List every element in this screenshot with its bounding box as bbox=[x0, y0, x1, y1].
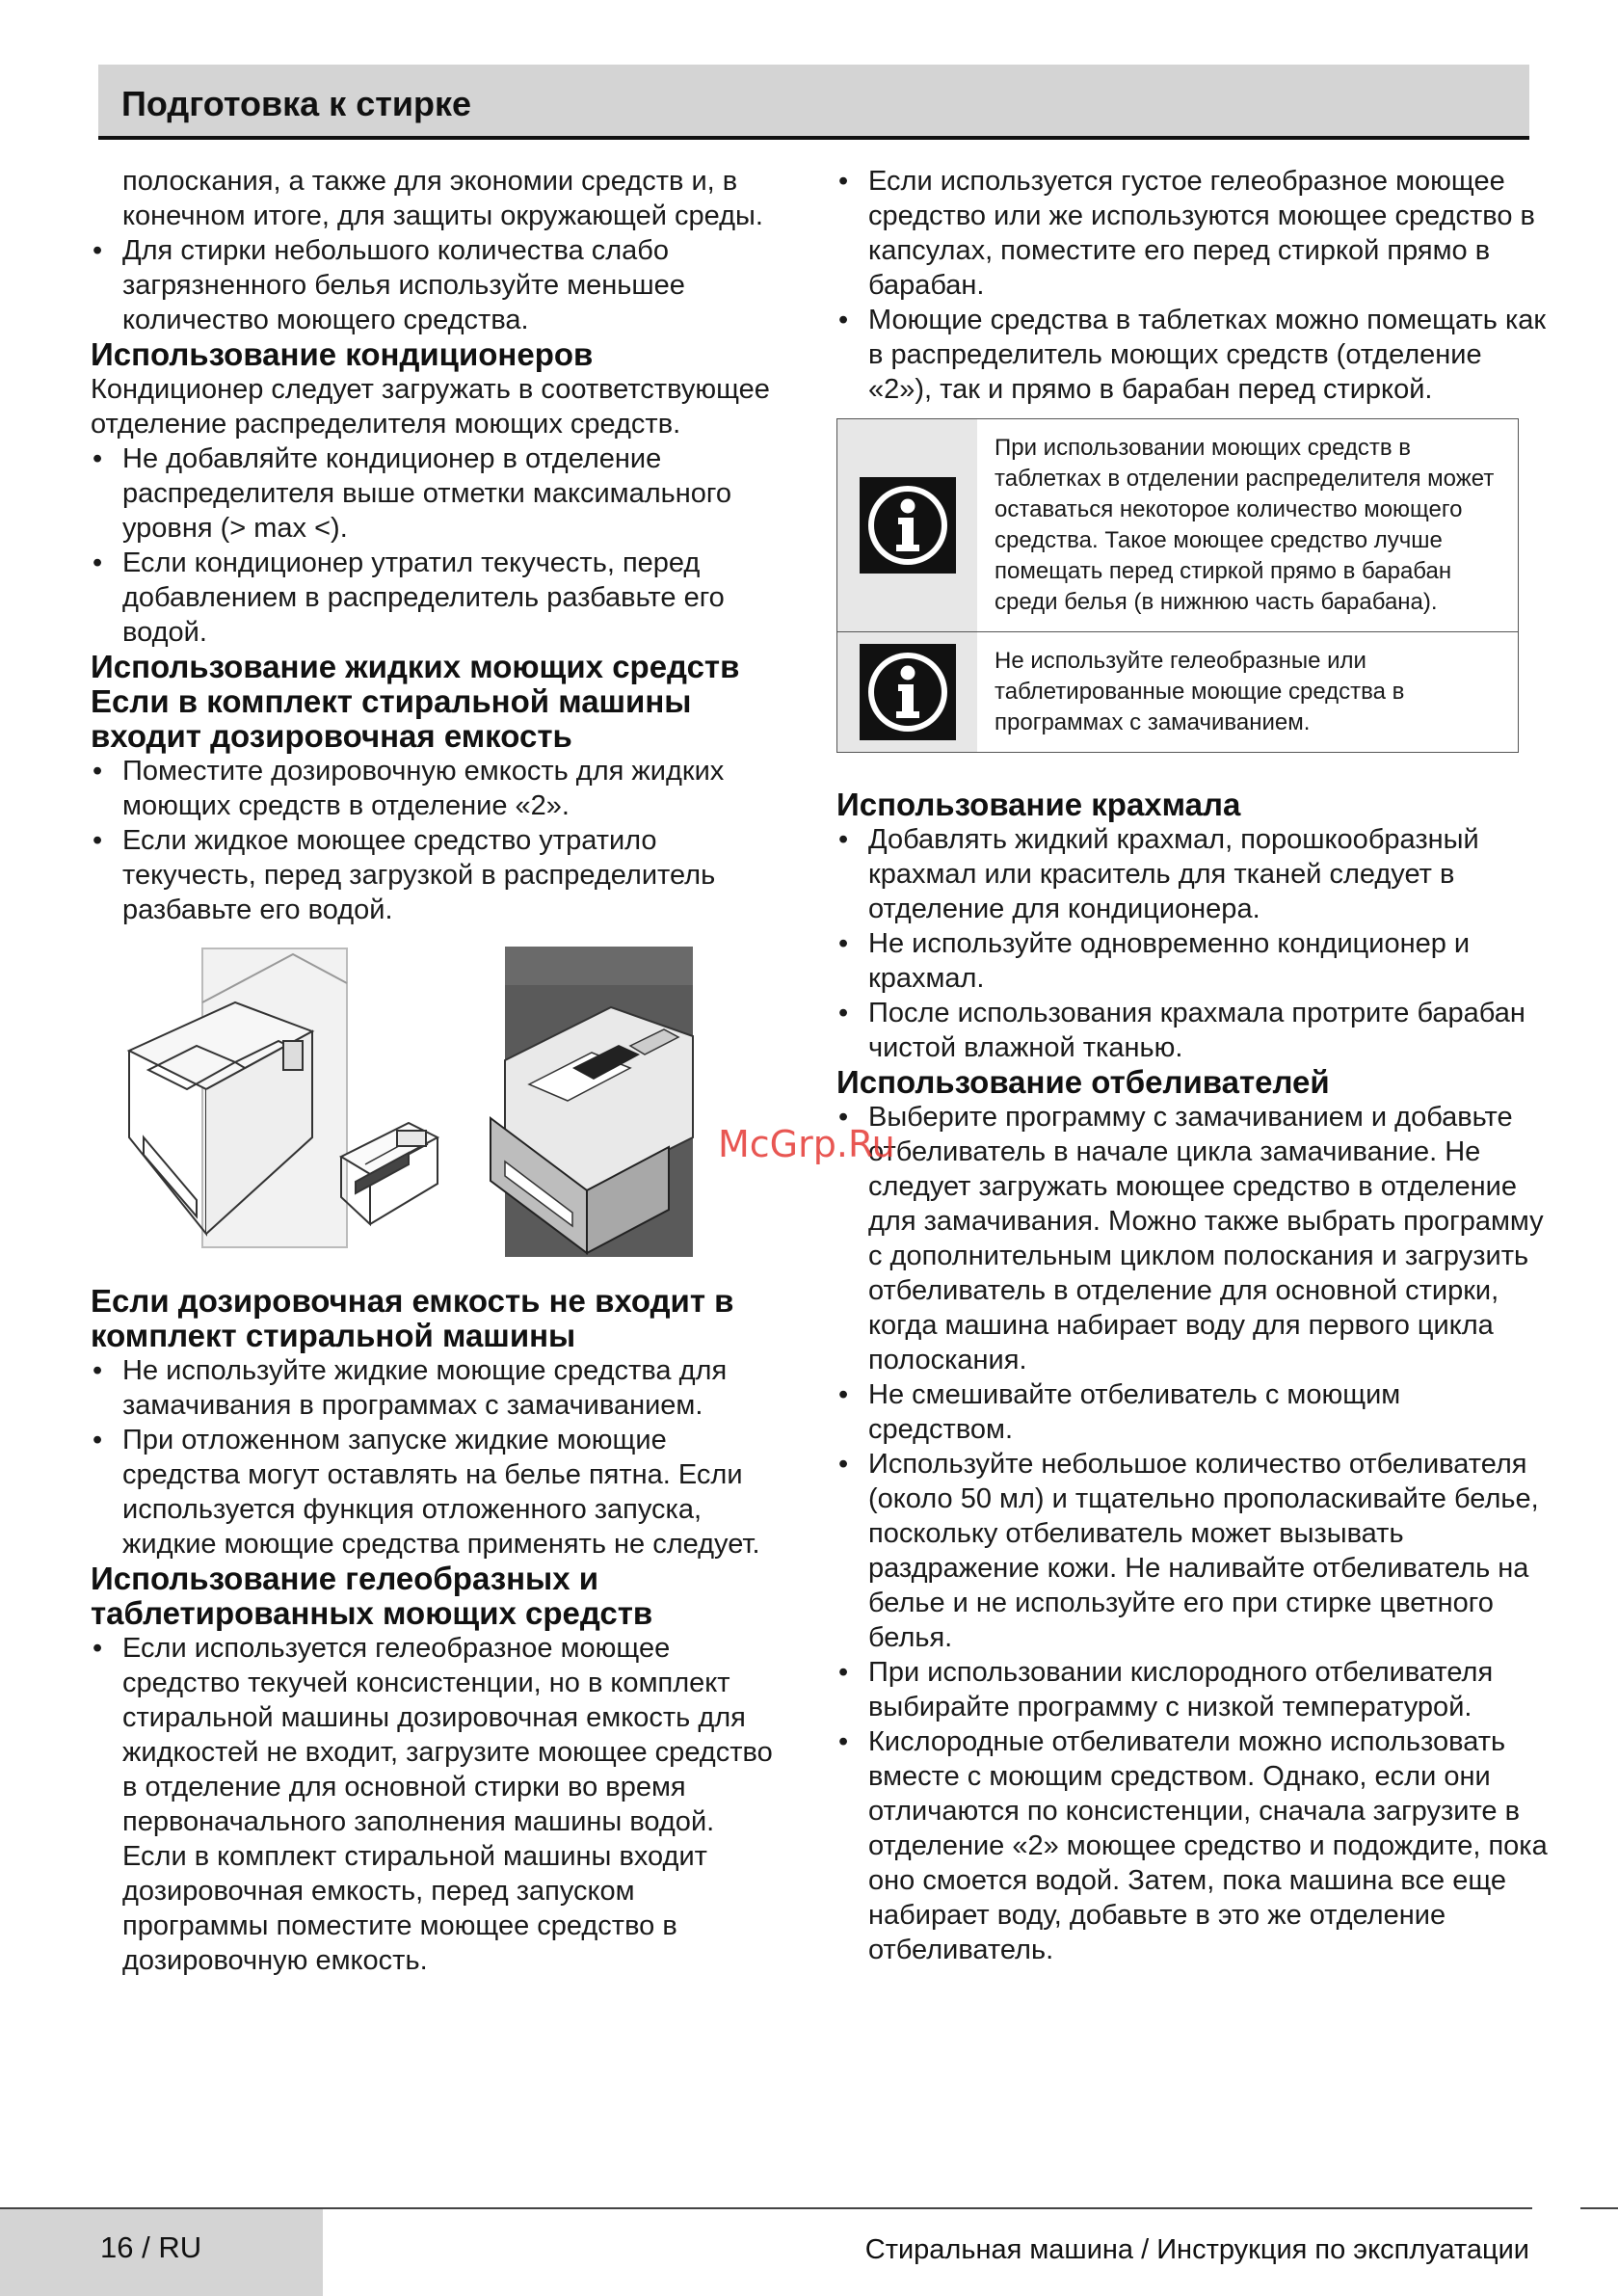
section-header bbox=[98, 65, 1529, 140]
footer-divider-tick bbox=[1580, 2207, 1618, 2209]
info-icon-cell bbox=[837, 632, 977, 752]
starch-list bbox=[836, 822, 1550, 1065]
list-item: • Кислородные отбеливатели можно использовать вместе с моющим средством. Однако, если они отличаются по консистенции, сначала загрузите в отделение «2» моющее средство и подождите, пока оно смоется водой. Затем, пока машина все еще набирает воду, добавьте в это же отделение отбеливатель. bbox=[836, 1724, 1550, 1967]
gel-heading: Использование гелеобразных и таблетированных моющих средств bbox=[91, 1561, 653, 1631]
info-note bbox=[837, 631, 1518, 752]
watermark: McGrp.Ru bbox=[718, 1123, 895, 1165]
page-number: 16 / RU bbox=[100, 2230, 202, 2264]
dispenser-drawer-image bbox=[91, 945, 756, 1263]
footer-title: Стиральная машина / Инструкция по эксплуатации bbox=[864, 2234, 1529, 2265]
list-item: • Не используйте одновременно кондиционер и крахмал. bbox=[836, 926, 1550, 996]
list-item: • Если кондиционер утратил текучесть, перед добавлением в распределитель разбавьте его водой. bbox=[91, 546, 784, 650]
liquid-heading: Использование жидких моющих средств bbox=[91, 649, 740, 684]
info-text: При использовании моющих средств в таблетках в отделении распределителя может оставаться некоторое количество моющего средства. Такое моющее средство лучше помещать перед стиркой прямо в барабан среди белья (в нижнюю часть барабана). bbox=[995, 435, 1495, 615]
liquid-list bbox=[91, 754, 784, 927]
list-item: • Для стирки небольшого количества слабо загрязненного белья используйте меньшее количество моющего средства. bbox=[91, 233, 784, 337]
left-column bbox=[91, 164, 784, 1978]
list-item: • Не смешивайте отбеливатель с моющим средством. bbox=[836, 1377, 1550, 1447]
list-item: • Не используйте жидкие моющие средства для замачивания в программах с замачиванием. bbox=[91, 1353, 784, 1423]
bleach-list bbox=[836, 1100, 1550, 1967]
info-icon bbox=[860, 477, 956, 574]
list-item: • После использования крахмала протрите барабан чистой влажной тканью. bbox=[836, 996, 1550, 1065]
list-item: • Поместите дозировочную емкость для жидких моющих средств в отделение «2». bbox=[91, 754, 784, 823]
section-title: Подготовка к стирке bbox=[121, 84, 472, 123]
list-item: • Не добавляйте кондиционер в отделение распределителя выше отметки максимального уровня (> max <). bbox=[91, 441, 784, 546]
info-box bbox=[836, 418, 1519, 753]
no-cup-list bbox=[91, 1353, 784, 1562]
info-text: Не используйте гелеобразные или таблетированные моющие средства в программах с замачиванием. bbox=[995, 648, 1405, 735]
info-icon-cell bbox=[837, 419, 977, 631]
list-item: • Добавлять жидкий крахмал, порошкообразный крахмал или краситель для тканей следует в отделение для кондиционера. bbox=[836, 822, 1550, 926]
info-icon bbox=[860, 644, 956, 740]
conditioner-text: Кондиционер следует загружать в соответствующее отделение распределителя моющих средств. bbox=[91, 374, 770, 440]
conditioner-heading: Использование кондиционеров bbox=[91, 336, 594, 372]
no-cup-heading: Если дозировочная емкость не входит в комплект стиральной машины bbox=[91, 1283, 734, 1353]
gel-list-continued bbox=[836, 164, 1550, 407]
right-column bbox=[836, 164, 1550, 1967]
bleach-heading: Использование отбеливателей bbox=[836, 1064, 1330, 1100]
list-item: • При использовании кислородного отбеливателя выбирайте программу с низкой температурой. bbox=[836, 1655, 1550, 1724]
dispenser-illustration bbox=[91, 945, 784, 1263]
intro-continuation: полоскания, а также для экономии средств и, в конечном итоге, для защиты окружающей среды. bbox=[122, 166, 763, 231]
list-item: • Если жидкое моющее средство утратило текучесть, перед загрузкой в распределитель разбавьте его водой. bbox=[91, 823, 784, 927]
list-item: • Выберите программу с замачиванием и добавьте отбеливатель в начале цикла замачивание. Не следует загружать моющее средство в отделение для замачивания. Можно также выбрать программу с дополнительным циклом полоскания и загрузить отбеливатель в отделение для основной стирки, когда машина набирает воду для первого цикла полоскания. bbox=[836, 1100, 1550, 1377]
conditioner-list bbox=[91, 441, 784, 650]
starch-heading: Использование крахмала bbox=[836, 787, 1241, 822]
list-item: • Если используется гелеобразное моющее средство текучей консистенции, но в комплект стиральной машины дозировочная емкость для жидкостей не входит, загрузите моющее средство в отделение для основной стирки во время первоначального заполнения машины водой. Если в комплект стиральной машины входит дозировочная емкость, перед запуском программы поместите моющее средство в дозировочную емкость. bbox=[91, 1631, 784, 1978]
intro-list bbox=[91, 233, 784, 337]
list-item: • При отложенном запуске жидкие моющие средства могут оставлять на белье пятна. Если используется функция отложенного запуска, жидкие моющие средства применять не следует. bbox=[91, 1423, 784, 1562]
list-item: • Если используется густое гелеобразное моющее средство или же используются моющее средство в капсулах, поместите его перед стиркой прямо в барабан. bbox=[836, 164, 1550, 303]
list-item: • Используйте небольшое количество отбеливателя (около 50 мл) и тщательно прополаскивайте белье, поскольку отбеливатель может вызывать раздражение кожи. Не наливайте отбеливатель на белье и не используйте его при стирке цветного белья. bbox=[836, 1447, 1550, 1655]
list-item: • Моющие средства в таблетках можно помещать как в распределитель моющих средств (отделение «2»), так и прямо в барабан перед стиркой. bbox=[836, 303, 1550, 407]
info-note bbox=[837, 419, 1518, 631]
gel-list bbox=[91, 1631, 784, 1978]
liquid-subheading: Если в комплект стиральной машины входит дозировочная емкость bbox=[91, 683, 692, 754]
